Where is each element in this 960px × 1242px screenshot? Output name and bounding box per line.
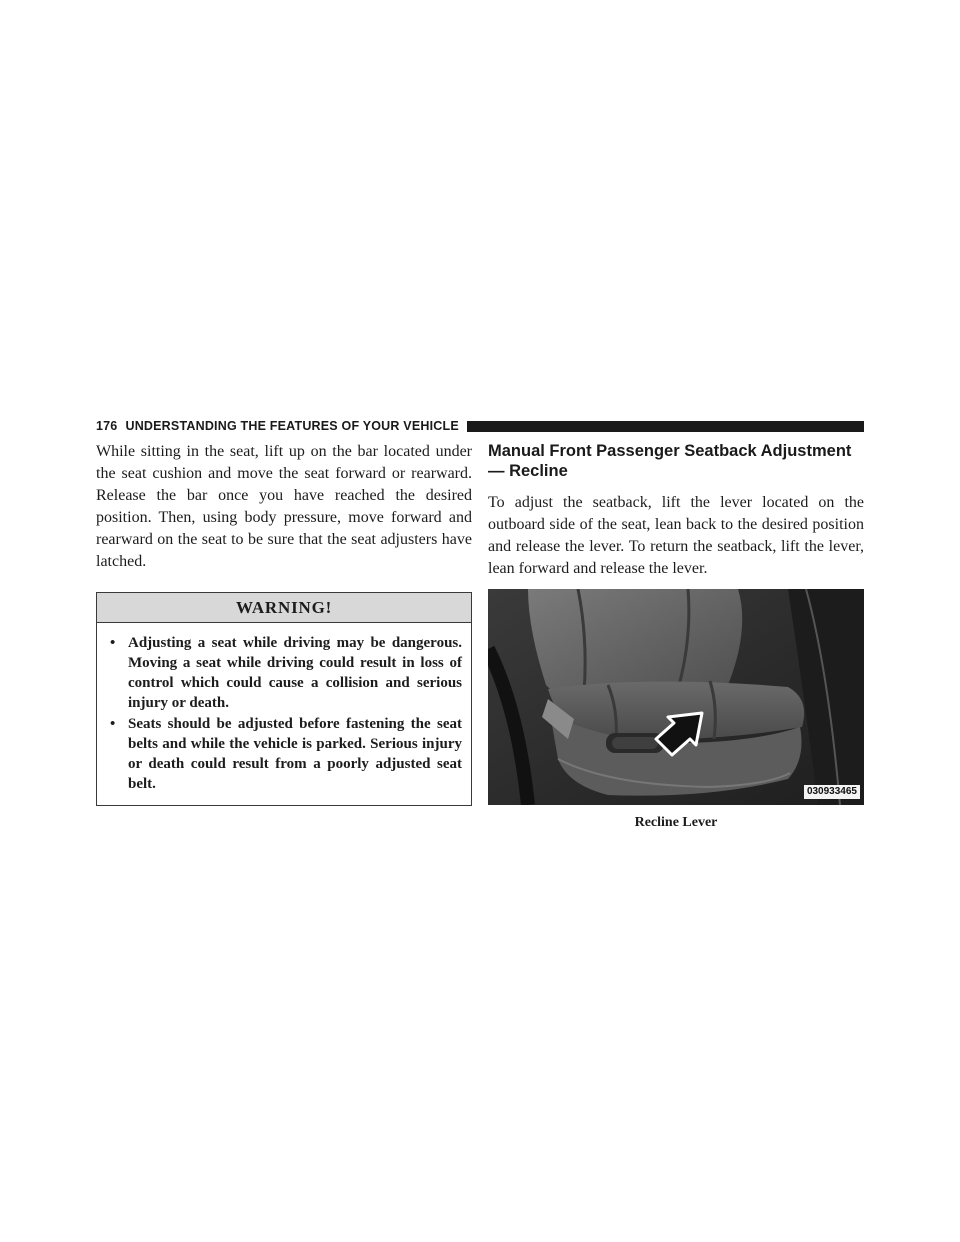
figure-code: 030933465 [804, 785, 860, 799]
warning-item [108, 714, 462, 794]
bullet-icon: • [110, 635, 116, 651]
section-title: UNDERSTANDING THE FEATURES OF YOUR VEHICLE [125, 419, 459, 433]
body-paragraph: While sitting in the seat, lift up on the bar located under the seat cushion and move the seat forward or rearward. Release the bar once you have reached the desired position. Then, using body pressure, move forward and rearward on the seat to be sure that the seat adjusters have latched. [96, 443, 472, 570]
warning-list [97, 623, 471, 805]
page-number: 176 [96, 419, 118, 433]
header-rule [467, 421, 864, 432]
page-header [96, 415, 864, 437]
warning-box [96, 592, 472, 806]
seat-illustration [488, 589, 864, 805]
body-paragraph: To adjust the seatback, lift the lever located on the outboard side of the seat, lean back to the desired position and release the lever. To return the seatback, lift the lever, lean forward and release the lever. [488, 494, 864, 577]
seat-photo [488, 589, 864, 805]
warning-item-text: Seats should be adjusted before fastening the seat belts and while the vehicle is parked. Serious injury or death could result from a poorly adjusted seat belt. [128, 716, 462, 792]
warning-item-text: Adjusting a seat while driving may be dangerous. Moving a seat while driving could result in loss of control which could cause a collision and serious injury or death. [128, 635, 462, 711]
warning-title: WARNING! [97, 593, 471, 623]
figure-caption: Recline Lever [634, 815, 718, 830]
left-column [96, 441, 472, 806]
section-heading: Manual Front Passenger Seatback Adjustment — Recline [488, 442, 852, 480]
bullet-icon: • [110, 716, 116, 732]
warning-item [108, 633, 462, 713]
right-column [488, 441, 864, 831]
